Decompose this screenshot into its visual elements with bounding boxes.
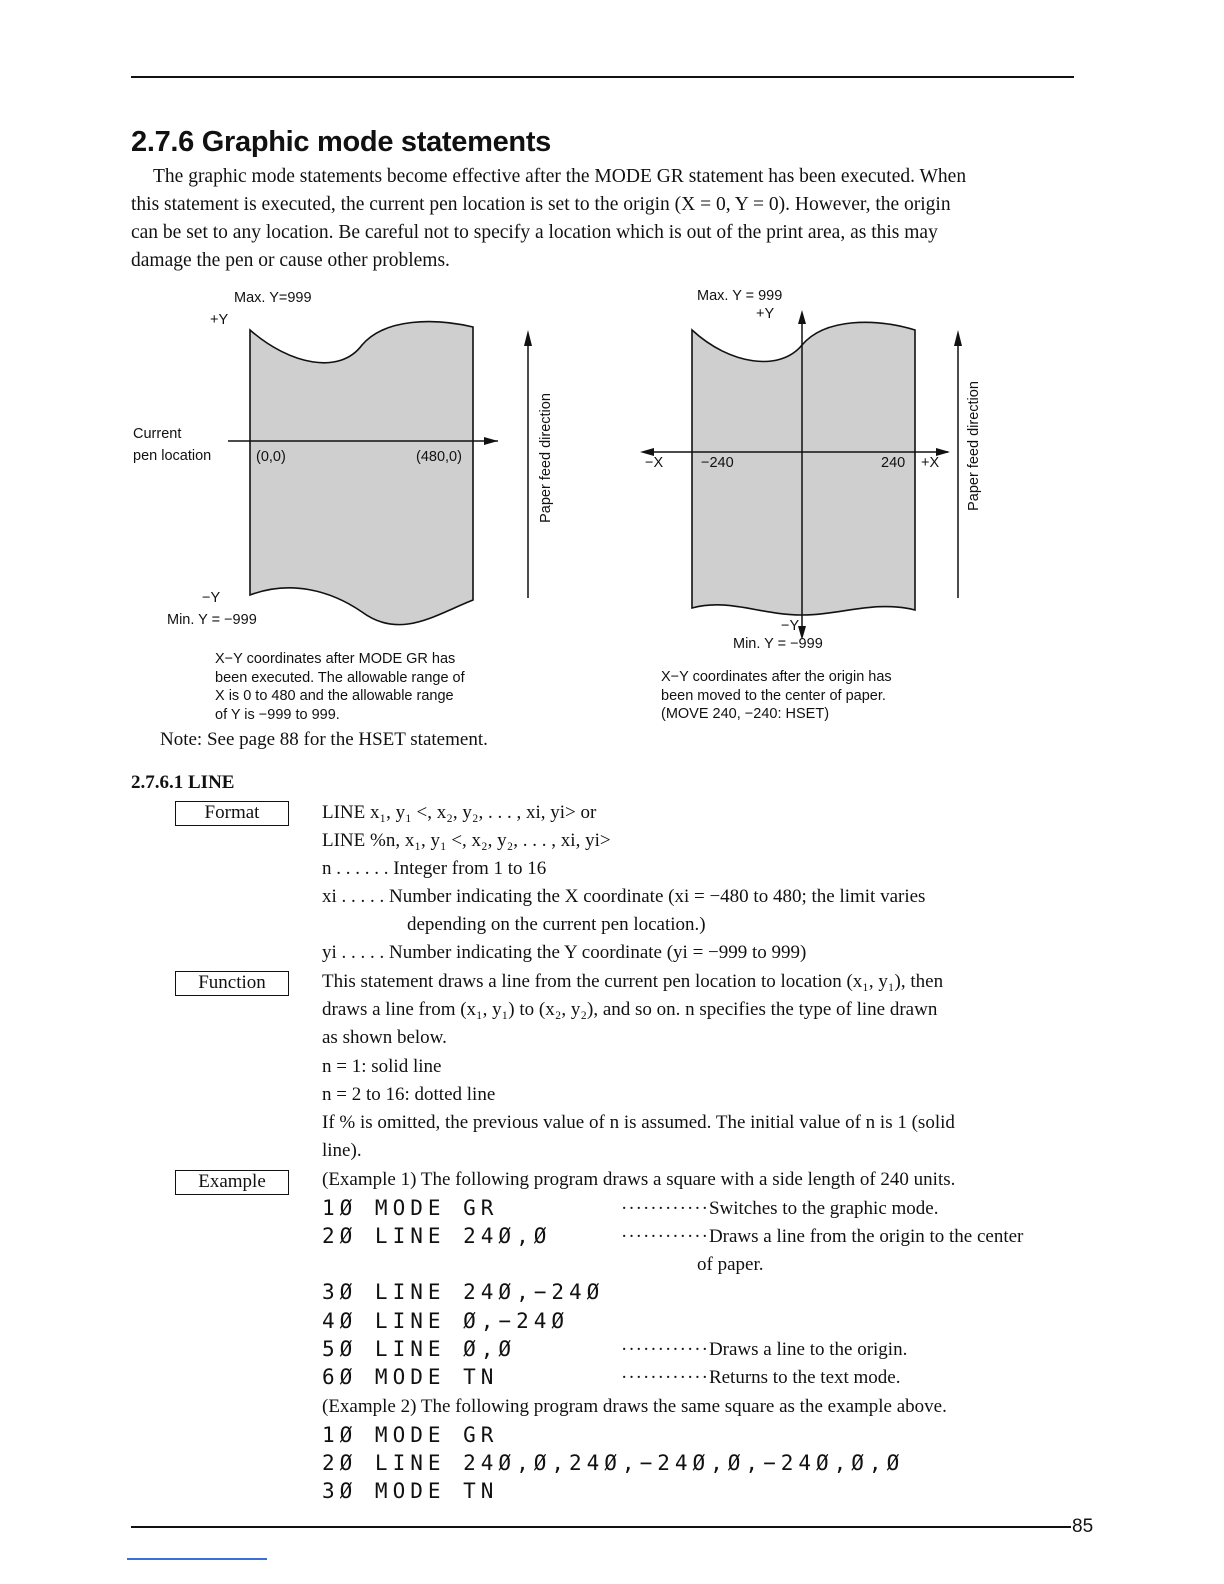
format-n: n . . . . . . Integer from 1 to 16 — [322, 858, 547, 879]
format-xi-1: xi . . . . . Number indicating the X coordinate (xi = −480 to 480; the limit varies — [322, 886, 926, 907]
code-line: 1Ø MODE GR — [322, 1196, 499, 1220]
left-minus-y: −Y — [202, 590, 221, 606]
code-line: 3Ø MODE TN — [322, 1479, 499, 1503]
format-yi: yi . . . . . Number indicating the Y coordinate (yi = −999 to 999) — [322, 942, 807, 963]
caption-line: of Y is −999 to 999. — [215, 706, 340, 723]
format-label: Format — [175, 801, 289, 826]
comment-center: ············Draws a line from the origin to the center — [621, 1226, 1024, 1247]
function-line: If % is omitted, the previous value of n is assumed. The initial value of n is 1 (solid — [322, 1112, 955, 1133]
code-line: 3Ø LINE 24Ø,−24Ø — [322, 1280, 605, 1304]
pen-location-label: pen location — [133, 448, 212, 464]
right-x-neg: −240 — [701, 455, 734, 471]
left-max-y: Max. Y=999 — [234, 290, 312, 306]
caption-line: X is 0 to 480 and the allowable range — [215, 688, 454, 704]
code-line: 6Ø MODE TN — [322, 1365, 499, 1389]
right-plus-x: +X — [921, 455, 940, 471]
note: Note: See page 88 for the HSET statement. — [160, 729, 488, 750]
format-line-2: LINE %n, x₁, y₁ <, x₂, y₂, . . . , xi, yi> — [322, 830, 611, 851]
origin-label: (0,0) — [256, 449, 286, 465]
comment-origin: ············Draws a line to the origin. — [621, 1339, 908, 1360]
comment-text: Returns to the text mode. — [708, 1367, 901, 1388]
caption-line: been executed. The allowable range of — [215, 669, 465, 686]
page-number: 85 — [1072, 1516, 1094, 1537]
left-plus-y: +Y — [210, 312, 229, 328]
right-x-pos: 240 — [881, 455, 906, 471]
code-line: 2Ø LINE 24Ø,Ø,24Ø,−24Ø,Ø,−24Ø,Ø,Ø — [322, 1451, 905, 1475]
caption-line: X−Y coordinates after MODE GR has — [215, 651, 456, 667]
left-paper-diagram — [0, 0, 1224, 760]
caption-line: been moved to the center of paper. — [661, 687, 886, 704]
left-caption — [215, 650, 465, 724]
right-paper-feed: Paper feed direction — [966, 381, 982, 511]
intro-line: damage the pen or cause other problems. — [131, 250, 450, 271]
left-paper-feed: Paper feed direction — [538, 393, 554, 523]
intro-line: this statement is executed, the current pen location is set to the origin (X = 0, Y = 0). However, the origin — [131, 194, 951, 215]
caption-line: X−Y coordinates after the origin has — [661, 669, 892, 685]
section-title: 2.7.6 Graphic mode statements — [131, 126, 552, 158]
function-line: This statement draws a line from the current pen location to location (x₁, y₁), then — [322, 971, 944, 992]
example1-heading: (Example 1) The following program draws a square with a side length of 240 units. — [322, 1169, 956, 1190]
right-max-y: Max. Y = 999 — [697, 288, 783, 304]
intro-line: can be set to any location. Be careful not to specify a location which is out of the print area, as this may — [131, 222, 938, 243]
footer-link-underline — [127, 1558, 267, 1560]
comment-text: Draws a line to the origin. — [708, 1339, 908, 1360]
caption-line: (MOVE 240, −240: HSET) — [661, 706, 830, 722]
current-label: Current — [133, 426, 182, 442]
right-minus-x: −X — [645, 455, 664, 471]
format-line-1: LINE x₁, y₁ <, x₂, y₂, . . . , xi, yi> or — [322, 802, 597, 823]
subsection-title: 2.7.6.1 LINE — [131, 772, 235, 793]
right-minus-y: −Y — [781, 618, 800, 634]
comment-text: Draws a line from the origin to the center — [708, 1226, 1024, 1247]
right-caption — [661, 668, 892, 724]
example-label: Example — [175, 1170, 289, 1195]
function-line: n = 1: solid line — [322, 1056, 442, 1077]
code-line: 2Ø LINE 24Ø,Ø — [322, 1224, 552, 1248]
code-line: 1Ø MODE GR — [322, 1423, 499, 1447]
comment-graphic: ············Switches to the graphic mode. — [621, 1198, 939, 1219]
intro-line: The graphic mode statements become effective after the MODE GR statement has been executed. When — [153, 166, 967, 187]
bottom-rule — [131, 1526, 1071, 1528]
right-min-y: Min. Y = −999 — [733, 636, 823, 652]
comment-center-cont: of paper. — [697, 1254, 764, 1275]
comment-text: Switches to the graphic mode. — [708, 1198, 939, 1219]
function-line: as shown below. — [322, 1027, 447, 1048]
example2-heading: (Example 2) The following program draws the same square as the example above. — [322, 1396, 947, 1417]
function-line: line). — [322, 1140, 362, 1161]
function-label: Function — [175, 971, 289, 996]
function-line: draws a line from (x₁, y₁) to (x₂, y₂), and so on. n specifies the type of line drawn — [322, 999, 938, 1020]
right-plus-y: +Y — [756, 306, 775, 322]
x-max-label: (480,0) — [416, 449, 462, 465]
function-line: n = 2 to 16: dotted line — [322, 1084, 496, 1105]
comment-text-mode: ············Returns to the text mode. — [621, 1367, 901, 1388]
code-line: 5Ø LINE Ø,Ø — [322, 1337, 517, 1361]
code-line: 4Ø LINE Ø,−24Ø — [322, 1309, 570, 1333]
left-min-y: Min. Y = −999 — [167, 612, 257, 628]
format-xi-2: depending on the current pen location.) — [407, 914, 706, 935]
